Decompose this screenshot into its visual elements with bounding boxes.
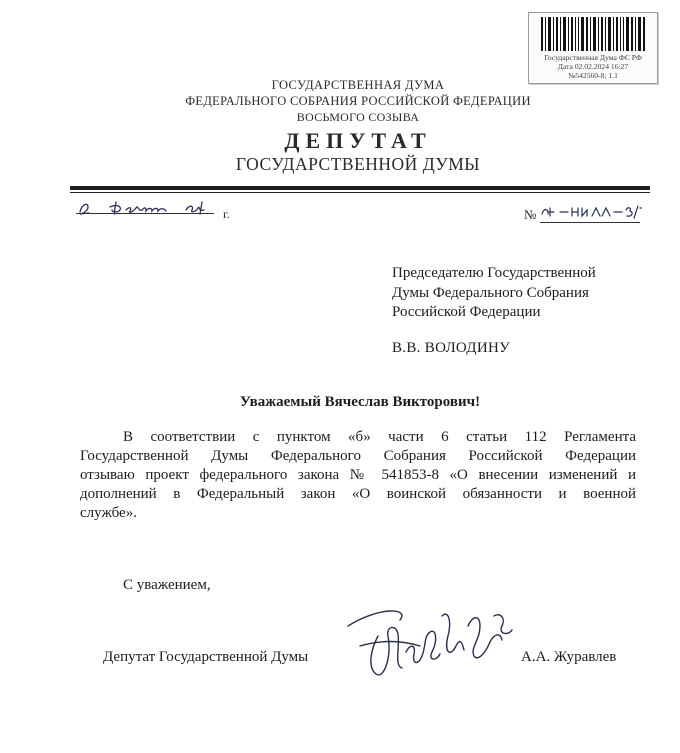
barcode-icon bbox=[541, 17, 645, 51]
body-line: отзываю проект федерального закона № 541853-8 «О внесении изменений и bbox=[80, 467, 636, 483]
signer-name: А.А. Журавлев bbox=[521, 649, 617, 665]
greeting: Уважаемый Вячеслав Викторович! bbox=[239, 394, 481, 410]
number-sign: № bbox=[524, 207, 537, 222]
letterhead-title: ДЕПУТАТ bbox=[284, 128, 432, 153]
body-line: В соответствии с пунктом «б» части 6 статьи 112 Регламента bbox=[123, 429, 636, 445]
addressee-name: В.В. ВОЛОДИНУ bbox=[392, 340, 511, 356]
letterhead-line-3: ВОСЬМОГО СОЗЫВА bbox=[296, 110, 420, 124]
signature-icon bbox=[340, 596, 520, 686]
letterhead-divider-thick bbox=[70, 186, 650, 190]
body-line: дополнений в Федеральный закон «О воинской обязанности и военной bbox=[80, 486, 636, 502]
stamp-organization: Государственная Дума ФС РФ bbox=[544, 53, 642, 62]
date-underline bbox=[76, 213, 214, 214]
closing-phrase: С уважением, bbox=[123, 577, 211, 593]
date-suffix: г. bbox=[223, 207, 230, 221]
stamp-reg-number: №542560-8; 1.1 bbox=[568, 71, 618, 80]
handwritten-date bbox=[76, 198, 216, 218]
handwritten-outgoing-number bbox=[540, 200, 642, 222]
letterhead-line-2: ФЕДЕРАЛЬНОГО СОБРАНИЯ РОССИЙСКОЙ ФЕДЕРАЦИИ bbox=[185, 94, 531, 108]
letterhead-divider-thin bbox=[70, 192, 650, 193]
body-line: службе». bbox=[80, 505, 137, 521]
stamp-date: Дата 02.02.2024 16:27 bbox=[557, 62, 629, 71]
registration-stamp bbox=[528, 12, 658, 84]
addressee-position: Председателю Государственной Думы Федерального Собрания Российской Федерации bbox=[392, 265, 596, 320]
signer-position: Депутат Государственной Думы bbox=[103, 649, 309, 665]
letterhead-line-1: ГОСУДАРСТВЕННАЯ ДУМА bbox=[271, 78, 445, 92]
letterhead-subtitle: ГОСУДАРСТВЕННОЙ ДУМЫ bbox=[235, 154, 481, 174]
body-line: Государственной Думы Федерального Собрания Российской Федерации bbox=[80, 448, 636, 464]
number-underline bbox=[540, 222, 640, 223]
letter-body bbox=[80, 428, 636, 523]
